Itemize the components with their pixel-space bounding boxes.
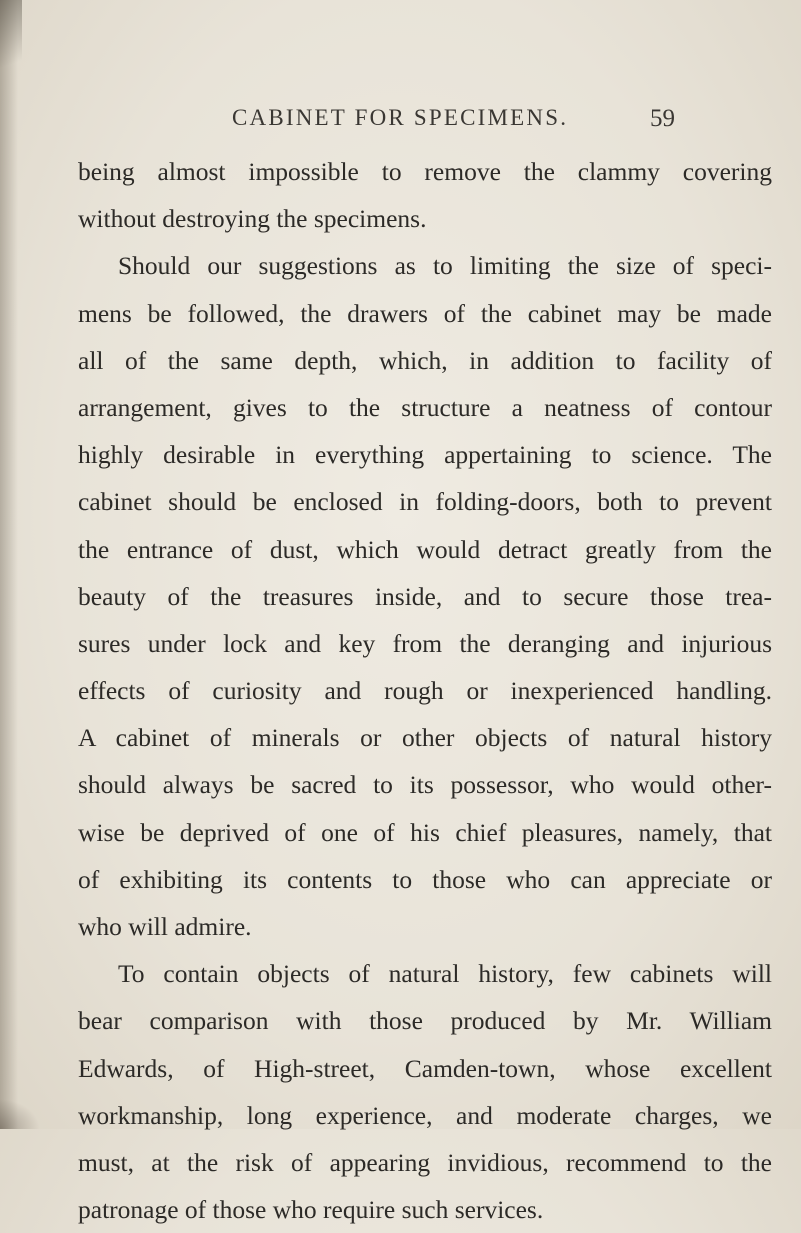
text-line: cabinet should be enclosed in folding-doors, both to prevent: [78, 487, 772, 517]
text-line: being almost impossible to remove the clammy covering: [78, 157, 772, 186]
text-line: effects of curiosity and rough or inexperienced handling.: [78, 676, 772, 706]
body-text: [78, 148, 772, 1233]
page-number: 59: [650, 105, 675, 132]
text-line: arrangement, gives to the structure a neatness of contour: [78, 392, 772, 422]
text-line: To contain objects of natural history, few cabinets will: [118, 959, 772, 989]
text-line: of exhibiting its contents to those who can appreciate or: [78, 864, 772, 894]
text-line: sures under lock and key from the deranging and injurious: [78, 628, 772, 658]
bottom-stain: [0, 1099, 40, 1129]
text-line: without destroying the specimens.: [78, 204, 427, 234]
running-head: [0, 105, 801, 145]
corner-stain: [0, 0, 22, 90]
running-head-title: CABINET FOR SPECIMENS.: [232, 105, 569, 130]
text-line: all of the same depth, which, in addition to facility of: [78, 345, 772, 375]
text-line: workmanship, long experience, and moderate charges, we: [78, 1100, 772, 1130]
text-line: wise be deprived of one of his chief pleasures, namely, that: [78, 817, 772, 847]
text-line: Should our suggestions as to limiting the size of speci-: [118, 251, 772, 281]
text-line: who will admire.: [78, 912, 252, 941]
text-line: should always be sacred to its possessor, who would other-: [78, 770, 772, 800]
text-line: beauty of the treasures inside, and to secure those trea-: [78, 581, 772, 611]
text-line: bear comparison with those produced by Mr. William: [78, 1006, 772, 1036]
text-line: must, at the risk of appearing invidious, recommend to the: [78, 1147, 772, 1177]
text-line: Edwards, of High-street, Camden-town, whose excellent: [78, 1053, 772, 1083]
binding-shadow: [0, 0, 18, 1129]
text-line: mens be followed, the drawers of the cabinet may be made: [78, 298, 772, 328]
text-line: the entrance of dust, which would detract greatly from the: [78, 534, 772, 564]
text-line: A cabinet of minerals or other objects of natural history: [78, 723, 772, 753]
text-line: highly desirable in everything appertaining to science. The: [78, 440, 772, 470]
text-line: patronage of those who require such services.: [78, 1195, 544, 1225]
